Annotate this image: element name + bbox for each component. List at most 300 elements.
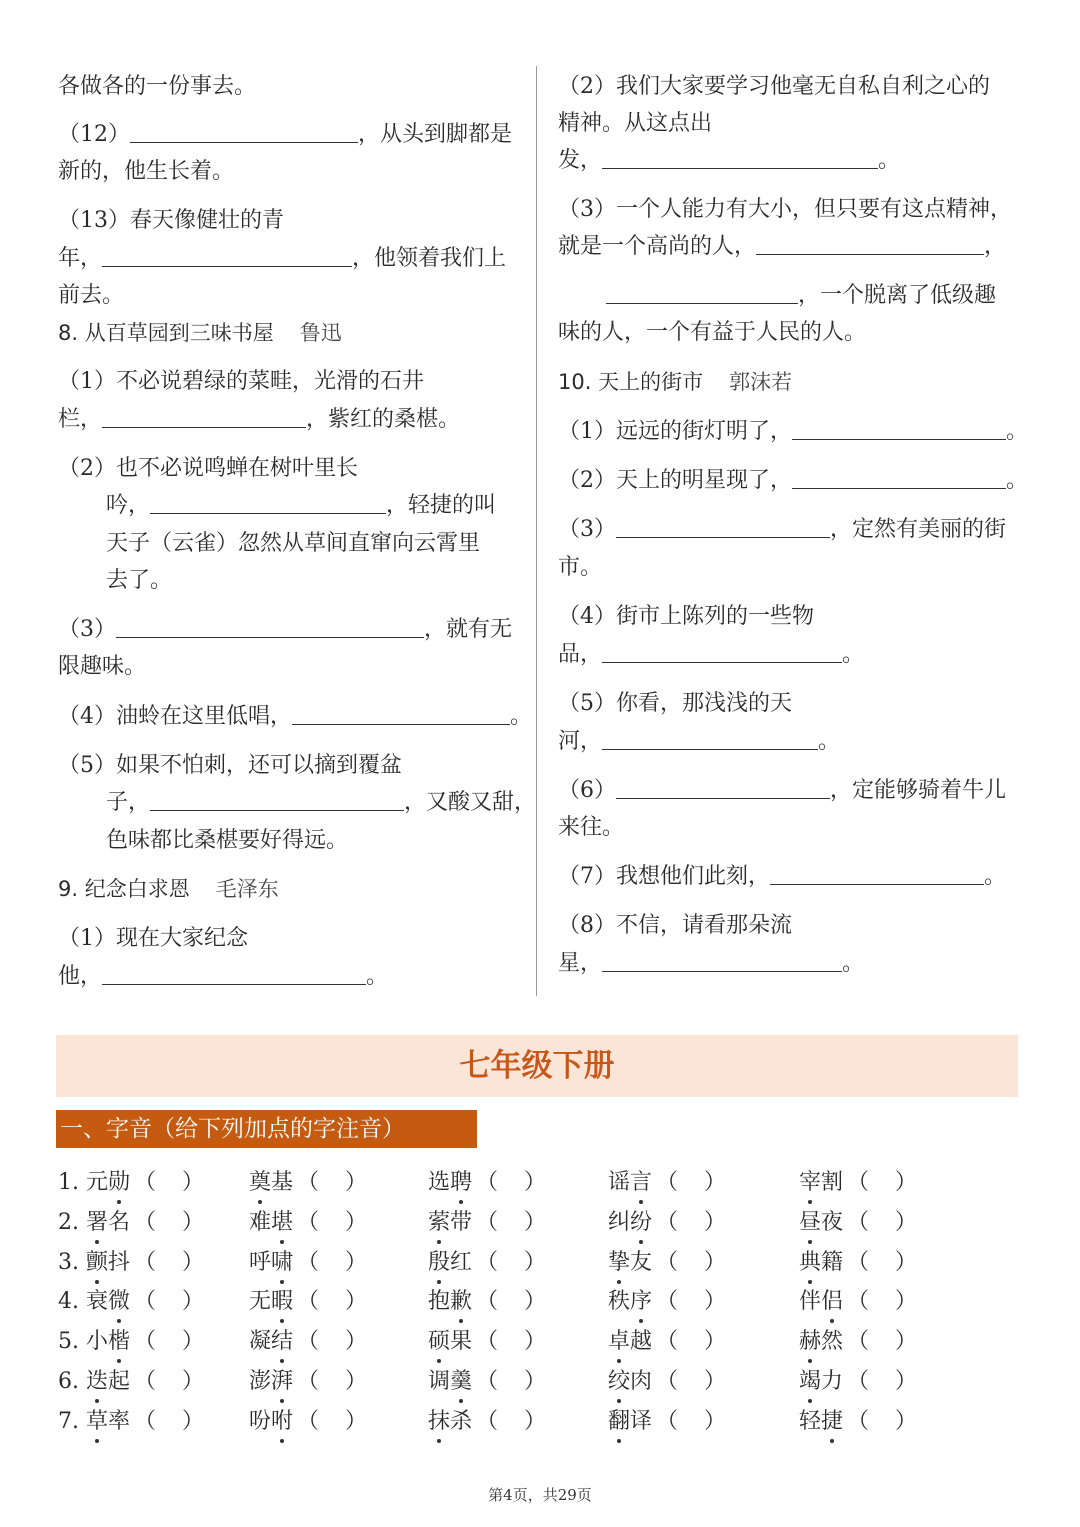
pinyin-answer-box[interactable] [130, 1287, 204, 1317]
character: 言 [630, 1168, 652, 1198]
character: 湃 [271, 1367, 293, 1397]
text: ，从头到脚都是 [358, 122, 513, 147]
text-line [558, 232, 1006, 262]
text: （2）天上的明星现了， [558, 468, 792, 493]
word-item [428, 1327, 546, 1357]
character: 无 [249, 1289, 272, 1315]
section-heading: 一、字音（给下列加点的字注音） [56, 1110, 477, 1148]
pinyin-answer-box[interactable] [843, 1327, 917, 1357]
pinyin-answer-box[interactable] [652, 1407, 726, 1437]
word-item [58, 1327, 204, 1357]
text: ，就有无 [424, 617, 513, 642]
paren-close: ） [524, 1329, 547, 1355]
pinyin-answer-box[interactable] [293, 1367, 367, 1397]
question-10-8: （8）不信，请看那朵流 [558, 913, 792, 938]
question-8-3 [58, 615, 512, 645]
text-line [106, 788, 536, 818]
question-10-1 [558, 417, 1028, 447]
paren-close: ） [182, 1329, 205, 1355]
character: 勋 [108, 1168, 130, 1198]
text: 子， [106, 790, 151, 815]
text: 。 [818, 729, 841, 754]
paren-open: （ [847, 1249, 870, 1275]
character: 肉 [630, 1369, 653, 1394]
pinyin-answer-box[interactable] [472, 1287, 546, 1317]
text: （7）我想他们此刻， [558, 864, 770, 889]
item-number: 4. [58, 1289, 86, 1315]
character: 侣 [821, 1287, 843, 1317]
question-10-5: （5）你看，那浅浅的天 [558, 691, 792, 716]
paren-close: ） [345, 1289, 368, 1315]
character: 捷 [821, 1407, 843, 1437]
paren-open: （ [476, 1369, 499, 1394]
word-item [608, 1367, 726, 1397]
paren-close: ） [182, 1170, 205, 1195]
word-item [608, 1248, 726, 1278]
text: ，紫红的桑椹。 [306, 407, 461, 432]
paren-open: （ [847, 1209, 870, 1235]
text: 他， [58, 964, 103, 989]
character: 昼 [799, 1208, 821, 1238]
paren-close: ） [895, 1408, 918, 1434]
text: 河， [558, 729, 603, 754]
word-item [249, 1168, 367, 1198]
pinyin-answer-box[interactable] [472, 1168, 546, 1198]
text-line [558, 727, 840, 757]
answer-blank[interactable] [102, 405, 306, 428]
answer-blank[interactable] [756, 232, 984, 255]
pinyin-answer-box[interactable] [293, 1407, 367, 1437]
answer-blank[interactable] [150, 491, 386, 514]
text: 。 [984, 864, 1007, 889]
character: 译 [630, 1408, 653, 1434]
text: ，他领着我们上 [352, 246, 507, 271]
paren-open: （ [297, 1369, 320, 1394]
word-item [799, 1327, 917, 1357]
pinyin-answer-box[interactable] [472, 1367, 546, 1397]
character: 割 [821, 1170, 844, 1195]
pinyin-answer-box[interactable] [652, 1287, 726, 1317]
paren-open: （ [656, 1289, 679, 1315]
pinyin-answer-box[interactable] [293, 1327, 367, 1357]
character: 友 [630, 1249, 653, 1275]
paren-close: ） [704, 1329, 727, 1355]
paren-close: ） [524, 1289, 547, 1315]
word-item [608, 1208, 726, 1238]
character: 殷 [428, 1248, 450, 1278]
character: 越 [630, 1329, 653, 1355]
paren-close: ） [345, 1369, 368, 1394]
pinyin-answer-box[interactable] [843, 1287, 917, 1317]
pinyin-answer-box[interactable] [472, 1327, 546, 1357]
text: 。 [1006, 468, 1029, 493]
word-item [608, 1287, 726, 1317]
paren-close: ） [524, 1408, 547, 1434]
character: 咐 [271, 1407, 293, 1437]
word-item [799, 1407, 917, 1437]
character: 力 [821, 1369, 844, 1394]
word-row [0, 1168, 1080, 1198]
pinyin-answer-box[interactable] [472, 1208, 546, 1238]
word-item [799, 1248, 917, 1278]
text: ，一个脱离了低级趣 [798, 283, 997, 308]
text-line: 来往。 [558, 815, 625, 840]
lesson-heading-9 [58, 874, 279, 904]
text-line [58, 962, 388, 992]
column-divider [536, 66, 537, 996]
paren-open: （ [134, 1289, 157, 1315]
paren-close: ） [895, 1170, 918, 1195]
text-line [558, 146, 900, 176]
paren-open: （ [656, 1209, 679, 1235]
answer-blank[interactable] [602, 146, 878, 169]
pinyin-answer-box[interactable] [293, 1208, 367, 1238]
character: 绞 [608, 1367, 630, 1397]
paren-close: ） [345, 1249, 368, 1275]
question-8-5: （5）如果不怕刺，还可以摘到覆盆 [58, 753, 402, 778]
answer-blank[interactable] [606, 281, 798, 304]
paren-open: （ [656, 1369, 679, 1394]
pinyin-answer-box[interactable] [843, 1367, 917, 1397]
paren-close: ） [182, 1369, 205, 1394]
character: 楷 [108, 1327, 130, 1357]
character: 歉 [450, 1287, 472, 1317]
word-item [799, 1367, 917, 1397]
page-footer: 第4页，共29页 [488, 1486, 592, 1504]
item-number: 1. [58, 1170, 86, 1195]
paren-open: （ [656, 1329, 679, 1355]
answer-blank[interactable] [602, 640, 842, 663]
pinyin-answer-box[interactable] [130, 1327, 204, 1357]
word-item [58, 1168, 204, 1198]
character: 卓 [608, 1327, 630, 1357]
word-item [249, 1208, 367, 1238]
answer-blank[interactable] [130, 120, 358, 143]
character: 堪 [271, 1208, 293, 1238]
word-item [428, 1208, 546, 1238]
word-row [0, 1367, 1080, 1397]
paren-open: （ [476, 1408, 499, 1434]
text: 。 [842, 951, 865, 976]
text: 。 [878, 148, 901, 173]
paren-close: ） [345, 1170, 368, 1195]
pinyin-answer-box[interactable] [843, 1208, 917, 1238]
word-item [249, 1407, 367, 1437]
text-line: 前去。 [58, 283, 125, 308]
paren-close: ） [182, 1249, 205, 1275]
answer-blank[interactable] [770, 862, 984, 885]
pinyin-answer-box[interactable] [130, 1168, 204, 1198]
character: 萦 [428, 1208, 450, 1238]
pinyin-answer-box[interactable] [652, 1327, 726, 1357]
text-line [106, 491, 496, 521]
word-item [428, 1287, 546, 1317]
text: 。 [366, 964, 389, 989]
character: 籍 [821, 1249, 844, 1275]
character: 吩 [249, 1408, 272, 1434]
character: 率 [108, 1408, 131, 1434]
pinyin-answer-box[interactable] [130, 1367, 204, 1397]
paren-open: （ [297, 1249, 320, 1275]
character: 典 [799, 1248, 821, 1278]
word-item [799, 1168, 917, 1198]
paren-open: （ [476, 1170, 499, 1195]
character: 羹 [450, 1367, 472, 1397]
character: 夜 [821, 1209, 844, 1235]
character: 呼 [249, 1249, 272, 1275]
text-line: 色味都比桑椹要好得远。 [106, 828, 349, 853]
paren-open: （ [847, 1369, 870, 1394]
word-item [58, 1208, 204, 1238]
paren-close: ） [524, 1170, 547, 1195]
character: 小 [85, 1329, 108, 1355]
paren-open: （ [134, 1209, 157, 1235]
paren-close: ） [182, 1289, 205, 1315]
character: 杀 [450, 1408, 473, 1434]
paren-close: ） [704, 1170, 727, 1195]
lesson-author: 鲁迅 [299, 321, 342, 345]
word-row [0, 1407, 1080, 1437]
paren-open: （ [134, 1170, 157, 1195]
paren-open: （ [476, 1329, 499, 1355]
paren-open: （ [297, 1329, 320, 1355]
character: 奠 [249, 1168, 271, 1198]
text: 发， [558, 148, 603, 173]
text: ，定然有美丽的街 [830, 517, 1007, 542]
lesson-heading-8 [58, 318, 342, 348]
pinyin-answer-box[interactable] [293, 1287, 367, 1317]
answer-blank[interactable] [292, 702, 510, 725]
answer-blank[interactable] [616, 515, 830, 538]
paren-close: ） [704, 1209, 727, 1235]
word-item [58, 1407, 204, 1437]
pinyin-answer-box[interactable] [652, 1248, 726, 1278]
character: 抹 [428, 1407, 450, 1437]
paren-open: （ [134, 1249, 157, 1275]
paren-open: （ [297, 1170, 320, 1195]
character: 衰 [85, 1289, 108, 1315]
lesson-title: 10. 天上的街市 [558, 370, 704, 394]
answer-blank[interactable] [602, 727, 818, 750]
text: ，又酸又甜， [404, 790, 537, 815]
text: ，轻捷的叫 [386, 493, 497, 518]
paren-open: （ [476, 1209, 499, 1235]
answer-blank[interactable] [102, 244, 352, 267]
word-item [608, 1407, 726, 1437]
pinyin-answer-box[interactable] [652, 1208, 726, 1238]
character: 秩 [608, 1289, 631, 1315]
paren-open: （ [847, 1408, 870, 1434]
paren-close: ） [704, 1249, 727, 1275]
character: 然 [821, 1329, 844, 1355]
pinyin-answer-box[interactable] [472, 1407, 546, 1437]
paren-close: ） [345, 1209, 368, 1235]
character: 草 [86, 1407, 108, 1437]
character: 澎 [249, 1369, 272, 1394]
paren-open: （ [297, 1408, 320, 1434]
character: 硕 [428, 1327, 450, 1357]
text-line [558, 640, 864, 670]
word-item [799, 1208, 917, 1238]
pinyin-answer-box[interactable] [652, 1367, 726, 1397]
answer-blank[interactable] [102, 962, 366, 985]
word-item [428, 1248, 546, 1278]
character: 微 [108, 1287, 130, 1317]
character: 带 [450, 1209, 473, 1235]
paren-open: （ [656, 1408, 679, 1434]
character: 挚 [608, 1248, 630, 1278]
character: 署 [86, 1208, 108, 1238]
text: 。 [1006, 419, 1029, 444]
character: 基 [271, 1170, 294, 1195]
character: 啸 [271, 1248, 293, 1278]
character: 纷 [630, 1208, 652, 1238]
text-line: 市。 [558, 555, 603, 580]
text-line: 限趣味。 [58, 654, 147, 679]
character: 宰 [799, 1168, 821, 1198]
text-line [606, 281, 996, 311]
text: ， [984, 234, 1007, 259]
word-item [428, 1407, 546, 1437]
text: 栏， [58, 407, 103, 432]
question-9-1: （1）现在大家纪念 [58, 926, 248, 951]
text: 吟， [106, 493, 151, 518]
character: 选 [428, 1170, 451, 1195]
item-number: 7. [58, 1408, 86, 1434]
character: 名 [108, 1209, 131, 1235]
lesson-heading-10 [558, 367, 792, 397]
character: 结 [271, 1327, 293, 1357]
item-number: 5. [58, 1329, 86, 1355]
text-line: 新的，他生长着。 [58, 159, 235, 184]
question-10-2 [558, 466, 1028, 496]
paren-open: （ [847, 1170, 870, 1195]
word-item [249, 1248, 367, 1278]
pinyin-answer-box[interactable] [130, 1208, 204, 1238]
character: 迭 [86, 1367, 108, 1397]
question-9-3: （3）一个人能力有大小，但只要有这点精神， [558, 197, 1012, 222]
paren-open: （ [297, 1289, 320, 1315]
character: 伴 [799, 1289, 822, 1315]
paren-close: ） [895, 1369, 918, 1394]
pinyin-answer-box[interactable] [843, 1407, 917, 1437]
character: 起 [108, 1369, 131, 1394]
word-item [249, 1287, 367, 1317]
word-item [608, 1327, 726, 1357]
text: ，定能够骑着牛儿 [830, 778, 1007, 803]
question-13: （13）春天像健壮的青 [58, 208, 284, 233]
item-number: 2. [58, 1209, 86, 1235]
question-8-4 [58, 702, 532, 732]
word-item [608, 1168, 726, 1198]
answer-blank[interactable] [602, 949, 842, 972]
word-row [0, 1327, 1080, 1357]
word-item [249, 1367, 367, 1397]
pinyin-answer-box[interactable] [843, 1168, 917, 1198]
character: 调 [428, 1369, 451, 1394]
character: 元 [85, 1170, 108, 1195]
lesson-title: 8. 从百草园到三味书屋 [58, 321, 274, 345]
word-item [799, 1287, 917, 1317]
pinyin-answer-box[interactable] [293, 1248, 367, 1278]
paren-close: ） [524, 1209, 547, 1235]
paren-close: ） [345, 1329, 368, 1355]
text-line: 去了。 [106, 568, 173, 593]
pinyin-answer-box[interactable] [652, 1168, 726, 1198]
word-row [0, 1208, 1080, 1238]
paren-close: ） [704, 1408, 727, 1434]
character: 暇 [271, 1287, 293, 1317]
item-number: 3. [58, 1249, 86, 1275]
answer-blank[interactable] [792, 466, 1006, 489]
question-10-6 [558, 776, 1006, 806]
text: （1）远远的街灯明了， [558, 419, 792, 444]
answer-blank[interactable] [116, 615, 424, 638]
paren-open: （ [134, 1369, 157, 1394]
paren-open: （ [134, 1329, 157, 1355]
lesson-author: 毛泽东 [215, 877, 279, 901]
pinyin-answer-box[interactable] [472, 1248, 546, 1278]
text: （6） [558, 778, 616, 803]
text: （4）油蛉在这里低唱， [58, 704, 292, 729]
text: （12） [58, 122, 130, 147]
paren-close: ） [704, 1289, 727, 1315]
question-9-2: （2）我们大家要学习他毫无自私自利之心的 [558, 74, 990, 99]
question-8-1: （1）不必说碧绿的菜畦，光滑的石井 [58, 369, 424, 394]
character: 谣 [608, 1170, 631, 1195]
word-row [0, 1287, 1080, 1317]
paren-open: （ [297, 1209, 320, 1235]
pinyin-answer-box[interactable] [130, 1248, 204, 1278]
word-item [428, 1367, 546, 1397]
text: 。 [510, 704, 533, 729]
answer-blank[interactable] [150, 788, 404, 811]
paren-close: ） [182, 1408, 205, 1434]
text: 品， [558, 642, 603, 667]
paren-open: （ [476, 1249, 499, 1275]
paren-close: ） [524, 1249, 547, 1275]
pinyin-answer-box[interactable] [293, 1168, 367, 1198]
text: 。 [842, 642, 865, 667]
volume-banner: 七年级下册 [56, 1035, 1018, 1097]
answer-blank[interactable] [792, 417, 1006, 440]
text: 星， [558, 951, 603, 976]
pinyin-answer-box[interactable] [843, 1248, 917, 1278]
question-10-4: （4）街市上陈列的一些物 [558, 604, 814, 629]
paren-close: ） [895, 1329, 918, 1355]
question-12 [58, 120, 512, 150]
paren-open: （ [656, 1249, 679, 1275]
word-row [0, 1248, 1080, 1278]
character: 轻 [799, 1408, 822, 1434]
character: 聘 [450, 1168, 472, 1198]
text-line [58, 244, 506, 274]
paren-open: （ [847, 1289, 870, 1315]
paren-close: ） [704, 1369, 727, 1394]
text-line: 各做各的一份事去。 [58, 74, 257, 99]
word-item [428, 1168, 546, 1198]
paren-close: ） [182, 1209, 205, 1235]
word-item [58, 1367, 204, 1397]
character: 凝 [249, 1329, 272, 1355]
character: 序 [630, 1287, 652, 1317]
word-item [249, 1327, 367, 1357]
answer-blank[interactable] [616, 776, 830, 799]
pinyin-answer-box[interactable] [130, 1407, 204, 1437]
text: （3） [58, 617, 116, 642]
question-8-2: （2）也不必说鸣蝉在树叶里长 [58, 456, 358, 481]
text-line: 味的人，一个有益于人民的人。 [558, 320, 867, 345]
